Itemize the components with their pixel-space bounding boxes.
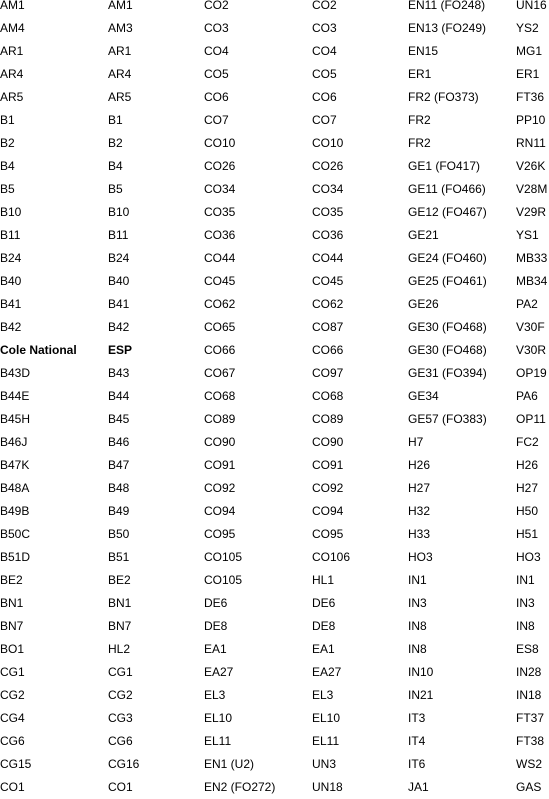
table-row (0, 546, 549, 569)
code-cell: CO44 (312, 251, 344, 265)
table-row (0, 592, 549, 615)
code-cell: CO105 (204, 550, 243, 564)
code-cell: CO94 (204, 504, 236, 518)
code-cell: EA1 (204, 642, 227, 656)
code-cell: GE25 (FO461) (408, 274, 487, 288)
code-cell: MB33 (516, 251, 548, 265)
code-cell: ES8 (516, 642, 539, 656)
code-cell: CO36 (312, 228, 344, 242)
code-cell: CO34 (204, 182, 236, 196)
code-cell: GE26 (408, 297, 439, 311)
code-cell: HO3 (516, 550, 541, 564)
code-cell: CO62 (312, 297, 344, 311)
code-cell: IT4 (408, 734, 426, 748)
code-cell: EL11 (204, 734, 232, 748)
code-cell: CO1 (108, 780, 133, 794)
code-cell: CO67 (204, 366, 236, 380)
code-cell: AM3 (108, 21, 133, 35)
code-cell: HO3 (408, 550, 433, 564)
code-cell: H7 (408, 435, 424, 449)
code-cell: B48 (108, 481, 130, 495)
code-cell: IN3 (408, 596, 427, 610)
code-cell: GE30 (FO468) (408, 320, 487, 334)
code-cell: CO105 (204, 573, 243, 587)
table-row (0, 201, 549, 224)
code-cell: BN1 (0, 596, 24, 610)
code-cell: CO90 (204, 435, 236, 449)
code-cell: V29R (516, 205, 547, 219)
code-cell: DE6 (312, 596, 336, 610)
code-cell: EL10 (312, 711, 341, 725)
code-cell: BE2 (0, 573, 23, 587)
code-cell: DE6 (204, 596, 228, 610)
code-cell: H32 (408, 504, 431, 518)
code-cell: EL11 (312, 734, 340, 748)
code-cell: B11 (0, 228, 21, 242)
code-cell: H33 (408, 527, 431, 541)
code-cell: B41 (108, 297, 130, 311)
code-cell: Cole National (0, 343, 77, 357)
code-cell: B4 (108, 159, 123, 173)
code-cell: CG16 (108, 757, 140, 771)
code-cell: B50 (108, 527, 130, 541)
code-cell: CO62 (204, 297, 236, 311)
code-cell: CO10 (312, 136, 344, 150)
code-cell: CO6 (204, 90, 229, 104)
code-cell: CG1 (108, 665, 133, 679)
code-cell: AM4 (0, 21, 25, 35)
code-cell: AR1 (0, 44, 24, 58)
code-cell: FT37 (516, 711, 545, 725)
code-cell: GE34 (408, 389, 439, 403)
code-cell: EN13 (FO249) (408, 21, 487, 35)
table-row (0, 638, 549, 661)
code-cell: EA27 (312, 665, 342, 679)
code-cell: B2 (0, 136, 15, 150)
code-cell: CO106 (312, 550, 351, 564)
code-cell: HL1 (312, 573, 335, 587)
code-cell: CO5 (204, 67, 229, 81)
code-cell: IN8 (408, 619, 427, 633)
code-cell: B49 (108, 504, 130, 518)
code-cell: CO26 (312, 159, 344, 173)
code-cell: CO35 (312, 205, 344, 219)
code-cell: IN10 (408, 665, 434, 679)
table-row (0, 155, 549, 178)
code-cell: CO2 (312, 0, 337, 12)
code-cell: CO35 (204, 205, 236, 219)
code-cell: PP10 (516, 113, 546, 127)
code-cell: B1 (0, 113, 15, 127)
code-cell: B46J (0, 435, 28, 449)
code-cell: WS2 (516, 757, 543, 771)
table-row (0, 132, 549, 155)
code-cell: BN1 (108, 596, 132, 610)
code-cell: B51D (0, 550, 31, 564)
code-cell: CG15 (0, 757, 32, 771)
code-cell: B1 (108, 113, 123, 127)
code-cell: CO2 (204, 0, 229, 12)
table-row (0, 293, 549, 316)
code-cell: IN28 (516, 665, 542, 679)
code-cell: DE8 (312, 619, 336, 633)
code-cell: EN11 (FO248) (408, 0, 486, 12)
table-row (0, 385, 549, 408)
table-row (0, 178, 549, 201)
code-cell: AM1 (108, 0, 133, 12)
code-cell: CO44 (204, 251, 236, 265)
code-cell: MG1 (516, 44, 543, 58)
code-cell: B24 (108, 251, 130, 265)
table-row (0, 523, 549, 546)
code-cell: B40 (0, 274, 22, 288)
code-cell: B47K (0, 458, 30, 472)
code-cell: CO7 (204, 113, 229, 127)
table-row (0, 247, 549, 270)
code-cell: V26K (516, 159, 546, 173)
code-cell: RN11 (516, 136, 546, 150)
code-cell: IN1 (408, 573, 427, 587)
code-cell: CO91 (312, 458, 344, 472)
code-cell: CO87 (312, 320, 344, 334)
code-cell: B45 (108, 412, 130, 426)
table-row (0, 316, 549, 339)
code-cell: AR4 (0, 67, 24, 81)
code-cell: B10 (108, 205, 130, 219)
code-cell: B41 (0, 297, 22, 311)
table-row (0, 224, 549, 247)
table-row (0, 753, 549, 776)
code-cell: CO5 (312, 67, 337, 81)
code-cell: UN3 (312, 757, 337, 771)
code-cell: B42 (108, 320, 130, 334)
code-cell: H26 (516, 458, 539, 472)
table-row (0, 362, 549, 385)
code-cell: H27 (408, 481, 431, 495)
code-cell: FT38 (516, 734, 545, 748)
table-row (0, 707, 549, 730)
table-row (0, 0, 549, 17)
code-cell: GE1 (FO417) (408, 159, 481, 173)
code-cell: MB34 (516, 274, 548, 288)
code-cell: CO66 (312, 343, 344, 357)
table-row (0, 615, 549, 638)
code-cell: H27 (516, 481, 539, 495)
code-cell: PA2 (516, 297, 538, 311)
code-cell: B40 (108, 274, 130, 288)
code-cell: CO45 (204, 274, 236, 288)
code-cell: CO92 (312, 481, 344, 495)
code-cell: B45H (0, 412, 31, 426)
code-cell: B50C (0, 527, 31, 541)
code-cell: UN16 (516, 0, 547, 12)
code-cell: EA27 (204, 665, 234, 679)
code-cell: B5 (0, 182, 15, 196)
table-row (0, 454, 549, 477)
code-cell: CO26 (204, 159, 236, 173)
code-cell: IN1 (516, 573, 535, 587)
table-row (0, 500, 549, 523)
table-row (0, 17, 549, 40)
code-cell: CG2 (108, 688, 133, 702)
table-row (0, 569, 549, 592)
code-cell: AR4 (108, 67, 132, 81)
code-cell: GE30 (FO468) (408, 343, 487, 357)
code-cell: UN18 (312, 780, 343, 794)
table-row (0, 109, 549, 132)
code-cell: FR2 (FO373) (408, 90, 479, 104)
code-cell: B42 (0, 320, 22, 334)
code-cell: CO3 (312, 21, 337, 35)
code-cell: IT3 (408, 711, 426, 725)
code-cell: CO68 (312, 389, 344, 403)
table-row (0, 408, 549, 431)
code-cell: B46 (108, 435, 130, 449)
code-cell: CO90 (312, 435, 344, 449)
code-cell: CG4 (0, 711, 25, 725)
code-cell: GE21 (408, 228, 439, 242)
code-cell: GE24 (FO460) (408, 251, 487, 265)
code-cell: CG6 (0, 734, 25, 748)
code-cell: IN18 (516, 688, 542, 702)
code-cell: B2 (108, 136, 123, 150)
code-cell: CO66 (204, 343, 236, 357)
code-cell: OP19 (516, 366, 547, 380)
code-cell: V30F (516, 320, 545, 334)
code-cell: V30R (516, 343, 547, 357)
code-cell: V28M (516, 182, 548, 196)
code-cell: BN7 (108, 619, 132, 633)
code-cell: OP11 (516, 412, 546, 426)
code-cell: CO89 (204, 412, 236, 426)
code-cell: ER1 (516, 67, 540, 81)
code-cell: CO89 (312, 412, 344, 426)
code-cell: IN8 (516, 619, 535, 633)
code-cell: CO65 (204, 320, 236, 334)
code-cell: CO94 (312, 504, 344, 518)
code-cell: FR2 (408, 136, 431, 150)
code-cell: GE12 (FO467) (408, 205, 487, 219)
code-cell: PA6 (516, 389, 538, 403)
code-cell: B44E (0, 389, 30, 403)
code-cell: CO3 (204, 21, 229, 35)
code-cell: BE2 (108, 573, 131, 587)
code-cell: FR2 (408, 113, 431, 127)
code-cell: ESP (108, 343, 133, 357)
code-cell: H50 (516, 504, 539, 518)
code-cell: GAS (516, 780, 542, 794)
code-cell: CO95 (312, 527, 344, 541)
code-cell: EN2 (FO272) (204, 780, 276, 794)
table-row (0, 86, 549, 109)
code-cell: B43D (0, 366, 31, 380)
code-cell: CO68 (204, 389, 236, 403)
code-cell: B43 (108, 366, 130, 380)
code-cell: CO7 (312, 113, 337, 127)
code-cell: EL3 (204, 688, 226, 702)
code-cell: IN3 (516, 596, 535, 610)
code-cell: YS1 (516, 228, 539, 242)
code-cell: IN21 (408, 688, 434, 702)
code-cell: IT6 (408, 757, 426, 771)
table-row (0, 339, 549, 362)
code-cell: B5 (108, 182, 123, 196)
code-cell: EN15 (408, 44, 439, 58)
table-row (0, 661, 549, 684)
code-cell: H26 (408, 458, 431, 472)
code-cell: GE31 (FO394) (408, 366, 487, 380)
code-cell: B44 (108, 389, 130, 403)
code-cell: CO4 (204, 44, 229, 58)
code-cell: EN1 (U2) (204, 757, 255, 771)
code-cell: CO36 (204, 228, 236, 242)
code-cell: DE8 (204, 619, 228, 633)
table-row (0, 40, 549, 63)
code-cell: CO95 (204, 527, 236, 541)
code-cell: AR5 (0, 90, 24, 104)
code-cell: AR5 (108, 90, 132, 104)
code-cell: EA1 (312, 642, 335, 656)
code-cell: BO1 (0, 642, 25, 656)
table-row (0, 684, 549, 707)
code-cell: BN7 (0, 619, 24, 633)
code-cell: FC2 (516, 435, 539, 449)
code-cell: CO1 (0, 780, 25, 794)
code-cell: B49B (0, 504, 30, 518)
code-cell: CO91 (204, 458, 236, 472)
code-cell: EL3 (312, 688, 334, 702)
code-cell: JA1 (408, 780, 429, 794)
code-cell: CG3 (108, 711, 133, 725)
table-row (0, 730, 549, 753)
code-cell: AR1 (108, 44, 132, 58)
code-cell: CO4 (312, 44, 337, 58)
code-cell: H51 (516, 527, 539, 541)
code-cell: CO97 (312, 366, 344, 380)
table-row (0, 431, 549, 454)
code-cell: GE11 (FO466) (408, 182, 486, 196)
code-cell: EL10 (204, 711, 233, 725)
code-cell: CO92 (204, 481, 236, 495)
code-cell: CG2 (0, 688, 25, 702)
code-cell: ER1 (408, 67, 432, 81)
table-row (0, 63, 549, 86)
code-cell: B11 (108, 228, 129, 242)
table-row (0, 477, 549, 500)
code-cell: IN8 (408, 642, 427, 656)
code-cell: FT36 (516, 90, 545, 104)
code-cell: B24 (0, 251, 22, 265)
table-row (0, 270, 549, 293)
code-cell: CO45 (312, 274, 344, 288)
code-cell: B4 (0, 159, 15, 173)
code-cell: CO10 (204, 136, 236, 150)
code-cell: B48A (0, 481, 30, 495)
table-row (0, 776, 549, 799)
code-cell: CG6 (108, 734, 133, 748)
code-cell: GE57 (FO383) (408, 412, 487, 426)
code-cell: B10 (0, 205, 22, 219)
code-cell: HL2 (108, 642, 131, 656)
code-cell: YS2 (516, 21, 539, 35)
code-cell: CO34 (312, 182, 344, 196)
code-cell: CO6 (312, 90, 337, 104)
code-cell: CG1 (0, 665, 25, 679)
code-cell: B51 (108, 550, 130, 564)
code-cell: B47 (108, 458, 130, 472)
code-cell: AM1 (0, 0, 25, 12)
